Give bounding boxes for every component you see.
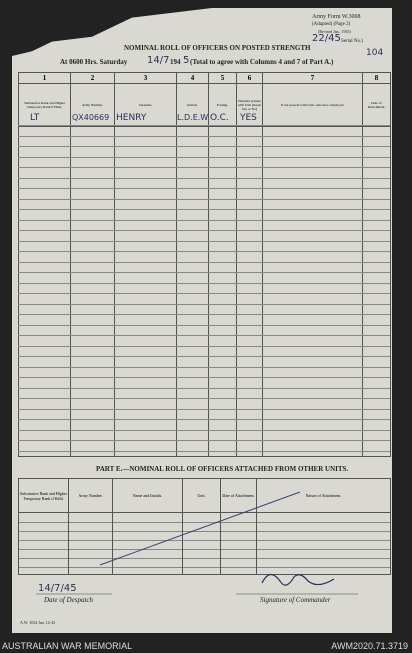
col-4-number: 4 (177, 73, 209, 84)
at-line: At 0600 Hrs. Saturday (60, 58, 128, 66)
entry-present: YES (240, 113, 257, 123)
form-revised: (Revised Jan., 1945) (318, 29, 351, 34)
part-e-col-4: Unit. (183, 479, 221, 513)
despatch-label: Date of Despatch (44, 596, 93, 604)
serial-label: Serial No.) (341, 39, 363, 44)
col-7-number: 7 (263, 73, 363, 84)
entry-rank: LT (30, 113, 40, 123)
part-e-col-3: Name and Initials. (113, 479, 183, 513)
signature-label: Signature of Commander (260, 596, 331, 604)
col-8-number: 8 (363, 73, 391, 84)
serial-handwritten: 22/45 (312, 33, 341, 44)
part-e-col-2: Army Number. (69, 479, 113, 513)
col-3-header: Surname. (115, 84, 177, 127)
col-8-header: Date of Detachment. (363, 84, 391, 127)
entry-army-number: QX40669 (72, 113, 110, 122)
archive-id: AWM2020.71.3719 (331, 641, 408, 651)
total-note: (Total to agree with Columns 4 and 7 of Part A.) (190, 58, 334, 66)
col-6-number: 6 (237, 73, 263, 84)
form-number: Army Form W.3008 (312, 14, 361, 20)
entry-surname: HENRY (116, 113, 147, 123)
col-5-number: 5 (209, 73, 237, 84)
col-3-number: 3 (115, 73, 177, 84)
part-e-col-1: Substantive Rank and Higher Temporary Rank if Held. (19, 479, 69, 513)
despatch-date-handwritten: 14/7/45 (38, 583, 77, 594)
part-e-col-5: Date of Attachment. (221, 479, 257, 513)
date-handwritten: 14/7 (147, 55, 170, 66)
archive-bar (0, 639, 412, 653)
print-code: A.W. 1034 Jan. 12-43 (20, 620, 55, 625)
col-2-number: 2 (71, 73, 115, 84)
col-1-number: 1 (19, 73, 71, 84)
col-5-header: Posting. (209, 84, 237, 127)
entry-posting: O.C. (210, 113, 229, 123)
col-7-header: If not present with Unit, state how employed. (263, 84, 363, 127)
col-4-header: Initials. (177, 84, 209, 127)
archive-name: AUSTRALIAN WAR MEMORIAL (2, 641, 133, 651)
part-e-col-6: Nature of Attachment. (257, 479, 391, 513)
form-adapted: (Adapted) (Page 2) (312, 22, 351, 27)
col-6-header: Whether present with Unit (Insert Yes or No) (237, 84, 263, 127)
col-1-header: Substantive Rank and Higher Temporary Rank if Held. (19, 84, 71, 127)
col-2-header: Army Number. (71, 84, 115, 127)
form-title: NOMINAL ROLL OF OFFICERS ON POSTED STRENGTH (124, 44, 311, 52)
page-ref-handwritten: 104 (366, 48, 384, 58)
year-prefix: 194 (170, 58, 181, 66)
part-e-title: PART E.—NOMINAL ROLL OF OFFICERS ATTACHED FROM OTHER UNITS. (96, 465, 349, 473)
entry-initials: L.D.E.W (177, 113, 209, 122)
year-suffix-handwritten: 5 (183, 55, 190, 66)
